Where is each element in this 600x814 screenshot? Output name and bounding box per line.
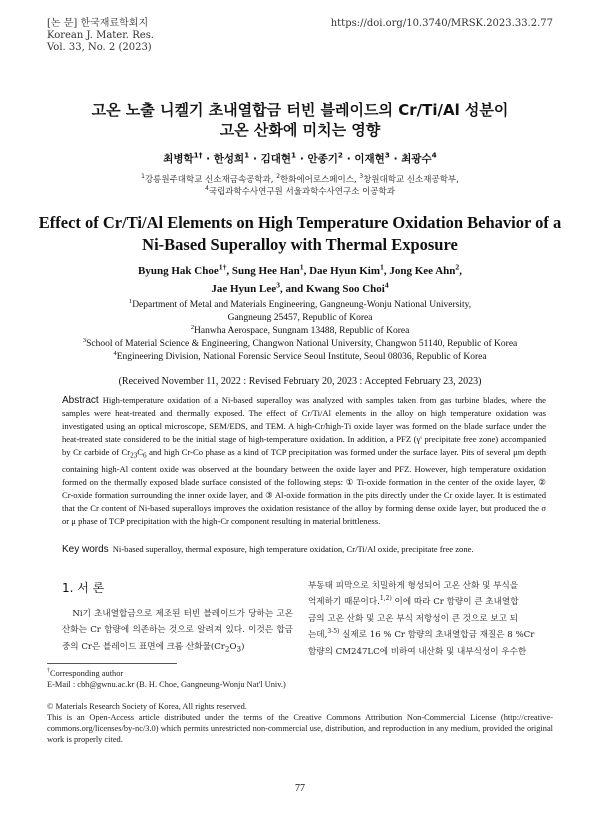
affil-sup: 1 <box>128 297 133 305</box>
corresponding-author-note <box>47 668 553 679</box>
author-sup: 1 <box>291 150 297 160</box>
korean-author: 최광수 <box>401 153 432 165</box>
copyright-note: © Materials Research Society of Korea, All rights reserved. <box>47 702 247 711</box>
body-line: 금의 고온 산화 및 고온 부식 저항성이 큰 것으로 보고 되 <box>308 613 518 624</box>
affil-sup: 4 <box>113 349 117 357</box>
body-text: 이에 따라 Cr 함량이 큰 초내열합 <box>391 597 519 608</box>
english-title-line2: Ni-Based Superalloy with Thermal Exposure <box>142 235 458 254</box>
body-text: O <box>229 641 237 652</box>
journal-header <box>47 18 154 54</box>
english-affil-line <box>0 338 600 351</box>
page-number: 77 <box>295 783 305 794</box>
abstract-subscript: 6 <box>143 451 147 460</box>
affil-sup: 1 <box>141 173 145 181</box>
english-authors-line1: Byung Hak Choe$^{1\dagger}$, Sung Hee Han$^1$, Dae Hyun Kim$^1$, Jong Kee Ahn$^2$, <box>138 262 462 277</box>
body-text: 실제로 16 % Cr 함량의 초내열합금 재질은 8 %Cr <box>339 630 535 641</box>
affil-sup: 3 <box>82 336 87 344</box>
author-sup: 4 <box>384 280 389 290</box>
affil-text: Hanwha Aerospace, Sungnam 13488, Republic of Korea <box>194 326 410 336</box>
author-sup: 3 <box>276 280 280 290</box>
abstract-subscript: 23 <box>130 451 138 460</box>
received-dates: (Received November 11, 2022 : Revised February 20, 2023 : Accepted February 23, 2023) <box>118 376 482 387</box>
english-affil-line <box>0 299 600 312</box>
body-text: 는데, <box>308 630 328 641</box>
journal-name-korean: [논 문] 한국재료학회지 <box>47 18 149 29</box>
author-sup: 3 <box>384 150 390 160</box>
abstract-text: C <box>137 447 144 457</box>
abstract-text: and high Cr-Co phase as a kind of TCP precipitation was formed under the surface layer. Pits of several μm depth containing high-Al content oxide was observed at the boundary between the oxide layer and PFZ. However, high temperature oxidation formed on the thermally exposed blade surface consisted of the following steps: ① Ti-oxide formation in the center of the oxide layer, ② Cr-oxide formation surrounding the inner oxide layer, and ③ Al-oxide formation in the pits directly under the Cr oxide layer. It is estimated that the Cr content of Ni-based superalloys improves the oxidation resistance of the alloy by forming dense oxide layer, but produced the σ or μ phase of TCP precipitation with the high-Cr component resulting in material brittleness. <box>62 447 546 526</box>
english-authors <box>0 262 600 298</box>
english-title-line1: Effect of Cr/Ti/Al Elements on High Temperature Oxidation Behavior of a <box>38 213 562 232</box>
affil-text: 한화에어로스페이스, <box>280 175 360 185</box>
license-note: This is an Open-Access article distributed under the terms of the Creative Commons Attribution Non-Commercial License (http://creative-commons.org/licenses/by-nc/3.0) which permits unrestricted non-commercial use, distribution, and reproduction in any medium, provided the original work is properly cited. <box>47 713 553 744</box>
korean-affil-line2 <box>0 186 600 198</box>
korean-author: 김대현 <box>260 153 292 165</box>
affil-text: Engineering Division, National Forensic Service Seoul Institute, Seoul 08036, Republic of Korea <box>116 352 487 362</box>
affil-text: 국립과학수사연구원 서울과학수사연구소 이공학과 <box>208 187 395 197</box>
korean-title <box>0 100 600 140</box>
keywords-text: Ni-based superalloy, thermal exposure, high temperature oxidation, Cr/Ti/Al oxide, precipitate free zone. <box>112 544 474 554</box>
english-author: Sung Hee Han <box>231 265 300 277</box>
english-affil-line <box>0 312 600 325</box>
affil-text: Gangneung 25457, Republic of Korea <box>227 313 373 323</box>
abstract-text: High-temperature oxidation of a Ni-based superalloy was analyzed with samples taken from gas turbine blades, where the samples were heat-treated and thermally exposed. The effect of Cr/Ti/Al elements in the alloy on high temperature oxidation was investigated using an optical microscope, SEM/EDS, and TEM. A high-Cr/high-Ti oxide layer was formed on the blade surface under the heat-treated state considered to be the initial stage of high-temperature oxidation. In addition, a PFZ (γ' precipitate free zone) accompanied by Cr carbide of Cr <box>62 395 546 457</box>
korean-affiliations <box>0 174 600 198</box>
korean-author: 이재현 <box>354 153 385 165</box>
korean-title-line2: 고온 산화에 미치는 영향 <box>219 121 381 139</box>
footnotes <box>47 668 553 745</box>
journal-volume: Vol. 33, No. 2 (2023) <box>47 42 152 53</box>
body-text: Ni기 초내열합금으로 제조된 터빈 블레이드가 당하는 고온 산화는 Cr 함량에 의존하는 것으로 알려져 있다. 이것은 합금 중의 Cr은 블레이드 표면에 크롬 산화물(Cr <box>62 609 293 652</box>
email-note: E-Mail : cbh@gwnu.ac.kr (B. H. Choe, Gangneung-Wonju Nat'l Univ.) <box>47 680 286 689</box>
english-affiliations <box>0 299 600 364</box>
footnote-divider <box>47 663 177 664</box>
body-line <box>308 627 546 643</box>
body-line: 부동태 피막으로 치밀하게 형성되어 고온 산화 및 부식을 <box>308 581 519 591</box>
english-author: Byung Hak Choe <box>138 265 219 277</box>
citation-sup: 1,2) <box>379 595 392 603</box>
korean-authors: 최병학$^{1\dagger}$ · 한성희$^1$ · 김대현$^1$ · 안종기$^2$ · 이재현$^3$ · 최광수$^4$ <box>163 150 437 165</box>
intro-left-column <box>62 606 293 658</box>
affil-text: 창원대학교 신소재공학부, <box>363 175 459 185</box>
body-text: ) <box>241 641 245 652</box>
korean-title-line1: 고온 노출 니켈기 초내열합금 터빈 블레이드의 Cr/Ti/Al 성분이 <box>91 101 509 119</box>
footnote-spacer <box>47 690 553 701</box>
english-author: Kwang Soo Choi <box>305 283 385 295</box>
journal-name-english: Korean J. Mater. Res. <box>47 30 155 41</box>
affil-text: School of Material Science & Engineering, Changwon National University, Changwon 51140, Republic of Korea <box>86 339 518 349</box>
korean-author: 최병학 <box>163 153 194 165</box>
doi-link[interactable]: https://doi.org/10.3740/MRSK.2023.33.2.77 <box>330 18 553 29</box>
korean-author: 안종기 <box>307 153 338 165</box>
affil-sup: 4 <box>205 185 209 193</box>
keywords-label: Key words <box>62 544 109 555</box>
english-title <box>0 212 600 256</box>
author-sup: 2 <box>337 150 344 160</box>
affil-sup: 3 <box>359 173 364 181</box>
affil-text: Department of Metal and Materials Engineering, Gangneung-Wonju National University, <box>132 300 472 310</box>
author-sup: 4 <box>431 150 437 160</box>
affil-sup: 2 <box>190 323 195 331</box>
english-affil-line <box>0 351 600 364</box>
abstract <box>62 394 546 528</box>
section-title-introduction: 1. 서 론 <box>62 581 105 595</box>
affil-text: 강릉원주대학교 신소재금속공학과, <box>144 175 277 185</box>
body-text: 억제하기 때문이다. <box>308 597 380 608</box>
body-subscript: 3 <box>236 644 242 654</box>
author-sup: 1 <box>299 262 304 272</box>
author-sup: 1 <box>244 150 250 160</box>
korean-author: 한성희 <box>213 153 245 165</box>
author-sup: 1† <box>193 150 203 160</box>
english-author: Jong Kee Ahn <box>389 265 456 277</box>
affil-sup: 2 <box>276 173 280 181</box>
english-affil-line <box>0 325 600 338</box>
body-line <box>308 594 546 610</box>
author-sup: 2 <box>455 262 460 272</box>
body-line: 함량의 CM247LC에 비하여 내산화 및 내부식성이 우수한 <box>308 646 527 657</box>
footnote-text: Corresponding author <box>49 669 124 678</box>
english-author: Dae Hyun Kim <box>309 265 381 277</box>
english-author: Jae Hyun Lee <box>211 283 277 295</box>
intro-right-column <box>308 578 546 660</box>
body-subscript: 2 <box>224 644 230 654</box>
author-sup: 1 <box>380 262 384 272</box>
author-separator: , and <box>279 283 306 295</box>
author-sup: 1† <box>218 262 227 272</box>
keywords <box>62 544 546 555</box>
abstract-label: Abstract <box>62 395 99 406</box>
dagger-sup: † <box>47 668 50 675</box>
citation-sup: 3-5) <box>327 628 340 636</box>
korean-affil-line1 <box>0 174 600 186</box>
english-authors-line2 <box>0 280 600 298</box>
